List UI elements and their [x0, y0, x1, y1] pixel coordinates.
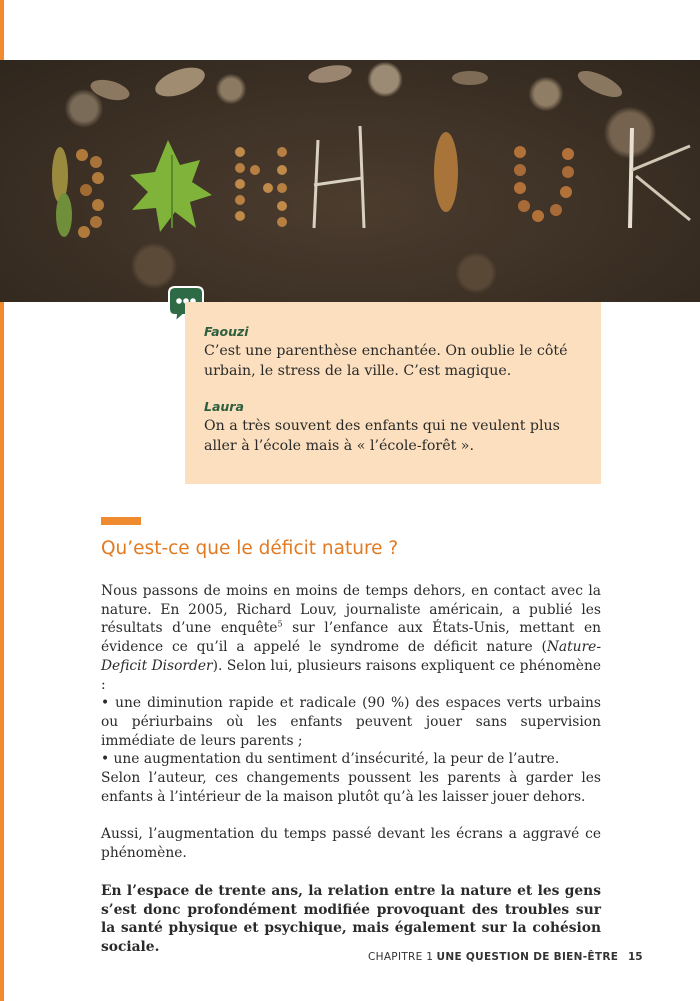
page-number: 15: [628, 951, 643, 963]
nature-word-photo: [0, 60, 700, 302]
speaker-name: Laura: [204, 399, 244, 414]
paragraph-text: Nous passons de moins en moins de temps dehors, en contact avec la nature. En 2005, Richard Louv, journaliste américain, a publié les résultats d’une enquête: [101, 583, 601, 637]
quote-text: C’est une parenthèse enchantée. On oublie le côté urbain, le stress de la ville. C’est magique.: [204, 343, 568, 379]
speaker-name: Faouzi: [204, 324, 249, 339]
photo-illustration: [0, 60, 700, 302]
bullet-item: • une diminution rapide et radicale (90 %) des espaces verts urbains ou périurbains où les enfants peuvent jouer sans supervision immédiate de leurs parents ;: [101, 695, 601, 749]
section-heading: Qu’est-ce que le déficit nature ?: [101, 538, 399, 559]
testimonial-box: [185, 302, 601, 484]
paragraph-author: Selon l’auteur, ces changements poussent les parents à garder les enfants à l’intérieur de la maison plutôt qu’à les laisser jouer dehors.: [101, 770, 601, 805]
chapter-title: UNE QUESTION DE BIEN-ÊTRE: [436, 951, 619, 963]
section-body: [101, 582, 601, 957]
paragraph-text: sur l’enfance aux États-Unis, mettant en évidence ce qu’il a appelé le syndrome de déficit nature (: [101, 620, 601, 656]
bullet-item: • une augmentation du sentiment d’insécurité, la peur de l’autre.: [101, 751, 560, 768]
heading-accent-bar: [101, 517, 141, 525]
quote-text: On a très souvent des enfants qui ne veulent plus aller à l’école mais à « l’école-forêt ».: [204, 418, 560, 454]
footnote-ref: 5: [277, 619, 283, 629]
term-italic: Nature-Deficit Disorder: [101, 639, 601, 674]
paragraph-intro: [101, 582, 601, 694]
chapter-label: CHAPITRE 1: [368, 951, 434, 963]
paragraph-conclusion: En l’espace de trente ans, la relation entre la nature et les gens s’est donc profondément modifiée provoquant des troubles sur la santé physique et psychique, mais également sur la cohésion sociale.: [101, 882, 601, 955]
page-footer: [368, 951, 642, 963]
paragraph-screens: Aussi, l’augmentation du temps passé devant les écrans a aggravé ce phénomène.: [101, 826, 601, 862]
paragraph-text: ). Selon lui, plusieurs raisons expliquent ce phénomène :: [101, 657, 601, 693]
